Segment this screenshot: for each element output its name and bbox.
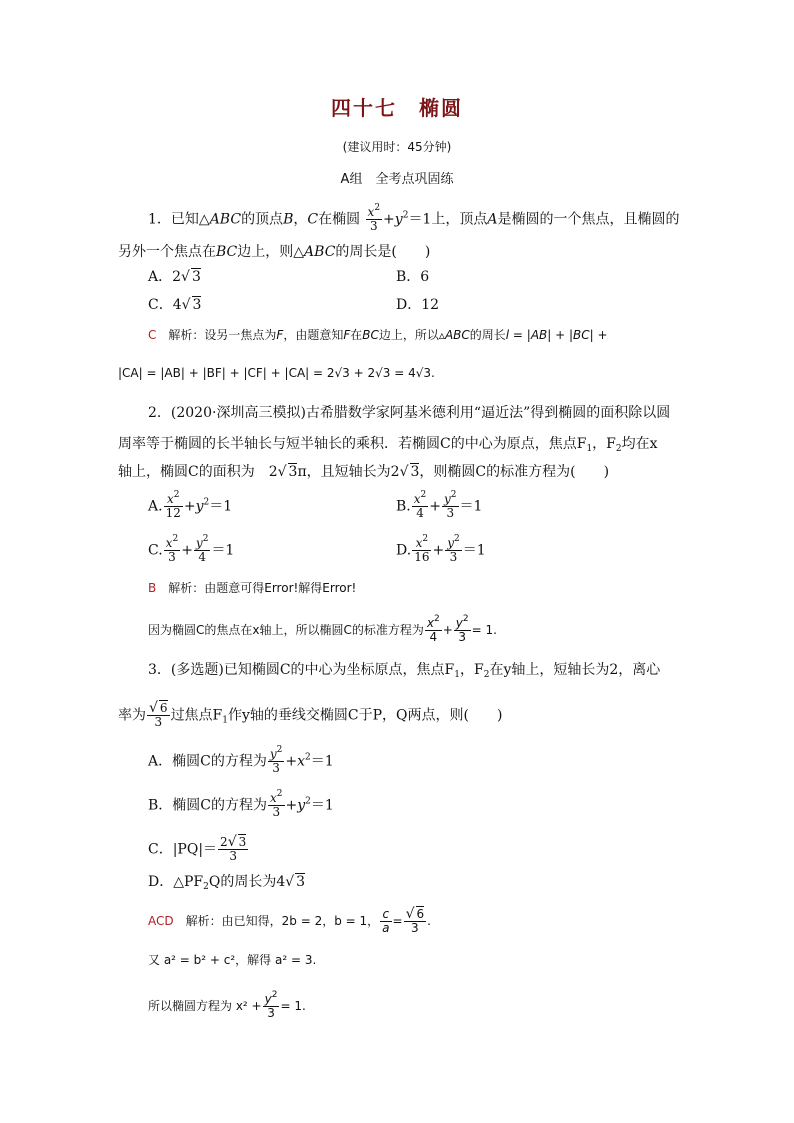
q1-solution-line-2: |CA| = |AB| + |BF| + |CF| + |CA| = 2√3 + 2√3 = 4√3.	[118, 366, 435, 380]
q3-option-a: A．椭圆C的方程为 $\frac{y^2}{3}$ $+x^2=1$	[148, 745, 334, 775]
q2-solution-line-2: 因为椭圆C的焦点在x轴上，所以椭圆C的标准方程为 $\frac{x^2}{4}$ + $\frac{y^2}{3}$ = 1.	[148, 614, 497, 644]
time-hint: (建议用时：45分钟)	[342, 140, 452, 154]
fraction: $\frac{x^2}{3}$	[367, 203, 381, 233]
q2-option-c: C. $\frac{x^2}{3}$ + $\frac{y^2}{4}$ ＝1	[148, 534, 235, 564]
q3-answer: ACD	[148, 914, 174, 928]
q1-line-2: 另外一个焦点在BC边上，则△ABC的周长是( )	[118, 244, 431, 260]
q2-option-a: A. $\frac{x^2}{12}$ $+y^2=1$	[148, 490, 233, 520]
q1-option-c: C．4√ 3	[148, 297, 202, 313]
q1-solution-line-1: C 解析：设另一焦点为F，由题意知F在BC边上，所以▵ABC的周长l = |AB| + |BC| +	[148, 328, 608, 342]
q2-line-3: 轴上，椭圆C的面积为 2√ 3π，且短轴长为2√ 3，则椭圆C的标准方程为( )	[118, 464, 610, 480]
q2-option-d: D. $\frac{x^2}{16}$ + $\frac{y^2}{3}$ ＝1	[396, 534, 486, 564]
q3-option-c: C．|PQ|＝ $\frac{2√ 3}{3}$	[148, 834, 247, 863]
q3-option-b: B．椭圆C的方程为 $\frac{x^2}{3}$ $+y^2=1$	[148, 789, 334, 819]
q1-line-1: 1．已知△ABC的顶点B，C在椭圆 $\frac{x^2}{3}$ $+y^2=1$上，顶点A是椭圆的一个焦点，且椭圆的	[148, 203, 680, 233]
q2-answer: B	[148, 581, 157, 595]
q2-option-b: B. $\frac{x^2}{4}$ + $\frac{y^2}{3}$ ＝1	[396, 490, 483, 520]
q3-solution-line-1: ACD 解析：由已知得，2b = 2，b = 1， $\frac{c}{a}$ = $\frac{√ 6}{3}$ .	[148, 906, 431, 935]
q3-option-d: D．$\triangle PF_2Q$的周长为4√ 3	[148, 874, 306, 892]
q3-line-2: 率为 $\frac{√ 6}{3}$ 过焦点$F_1$作y轴的垂线交椭圆C于P，Q两点，则( )	[118, 700, 503, 729]
q1-option-b: B．6	[396, 269, 430, 285]
q2-line-1: 2．(2020·深圳高三模拟)古希腊数学家阿基米德利用“逼近法”得到椭圆的面积除以圆	[148, 405, 671, 421]
q3-line-1: 3．(多选题)已知椭圆C的中心为坐标原点，焦点$F_1$，$F_2$在y轴上，短轴长为2，离心	[148, 662, 661, 680]
group-heading: A组 全考点巩固练	[340, 172, 454, 187]
q3-solution-line-2: 又 a² = b² + c²，解得 a² = 3.	[148, 953, 317, 967]
q2-solution-line-1: B 解析：由题意可得Error!解得Error!	[148, 581, 357, 595]
q2-line-2: 周率等于椭圆的长半轴长与短半轴长的乘积．若椭圆C的中心为原点，焦点$F_1$，$F_2$均在x	[118, 436, 658, 454]
q1-option-a: A．2√ 3	[148, 269, 201, 285]
q1-option-d: D．12	[396, 297, 440, 313]
q1-answer: C	[148, 328, 157, 342]
page-title: 四十七 椭圆	[331, 96, 463, 120]
q3-solution-line-3: 所以椭圆方程为 x² + $\frac{y^2}{3}$ = 1.	[148, 990, 306, 1020]
